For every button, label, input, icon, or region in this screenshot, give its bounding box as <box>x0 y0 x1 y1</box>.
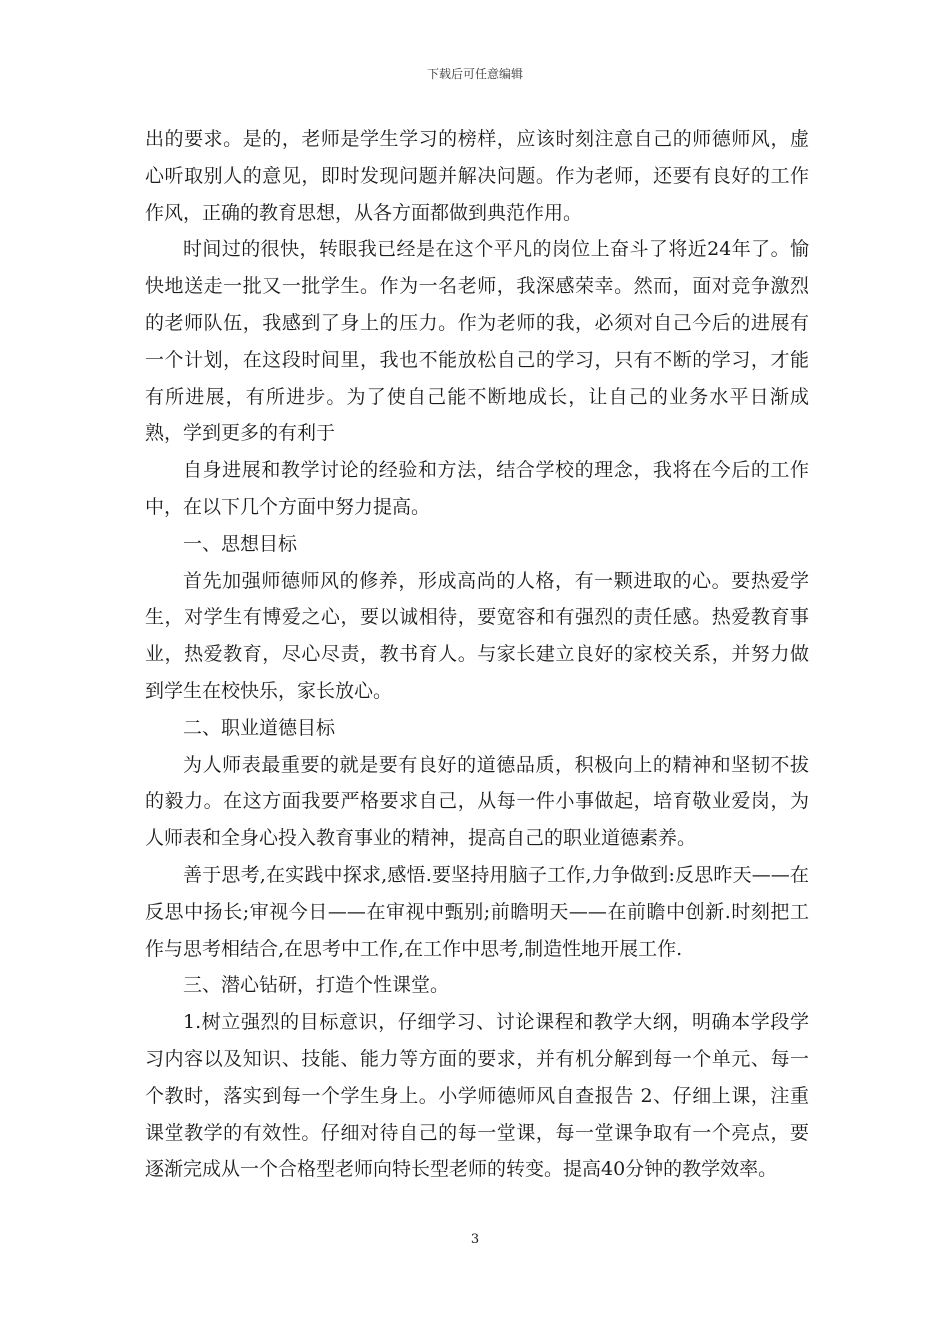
paragraph: 出的要求。是的，老师是学生学习的榜样，应该时刻注意自己的师德师风，虚心听取别人的意见，即时发现问题并解决问题。作为老师，还要有良好的工作作风，正确的教育思想，从各方面都做到典范作用。 <box>145 128 809 224</box>
paragraph: 自身进展和教学讨论的经验和方法，结合学校的理念，我将在今后的工作中，在以下几个方面中努力提高。 <box>145 459 809 518</box>
paragraph: 时间过的很快，转眼我已经是在这个平凡的岗位上奋斗了将近24年了。愉快地送走一批又一批学生。作为一名老师，我深感荣幸。然而，面对竞争激烈的老师队伍，我感到了身上的压力。作为老师的我，必须对自己今后的进展有一个计划，在这段时间里，我也不能放松自己的学习，只有不断的学习，才能有所进展，有所进步。为了使自己能不断地成长，让自己的业务水平日渐成熟，学到更多的有利于 <box>145 238 809 445</box>
paragraph: 为人师表最重要的就是要有良好的道德品质，积极向上的精神和坚韧不拔的毅力。在这方面我要严格要求自己，从每一件小事做起，培育敬业爱岗，为人师表和全身心投入教育事业的精神，提高自己的职业道德素养。 <box>145 753 809 850</box>
section-heading: 一、思想目标 <box>183 532 298 555</box>
document-body <box>145 121 809 1188</box>
section-heading: 三、潜心钻研，打造个性课堂。 <box>183 974 450 997</box>
page-header: 下载后可任意编辑 <box>426 67 523 81</box>
paragraph: 善于思考,在实践中探求,感悟.要坚持用脑子工作,力争做到:反思昨天——在反思中扬长;审视今日——在审视中甄别;前瞻明天——在前瞻中创新.时刻把工作与思考相结合,在思考中工作,在工作中思考,制造性地开展工作. <box>145 863 809 960</box>
paragraph: 首先加强师德师风的修养，形成高尚的人格，有一颗进取的心。要热爱学生，对学生有博爱之心，要以诚相待，要宽容和有强烈的责任感。热爱教育事业，热爱教育，尽心尽责，教书育人。与家长建立良好的家校关系，并努力做到学生在校快乐，家长放心。 <box>145 569 809 702</box>
section-heading: 二、职业道德目标 <box>183 716 336 739</box>
page-number: 3 <box>470 1232 480 1247</box>
paragraph: 1.树立强烈的目标意识，仔细学习、讨论课程和教学大纲，明确本学段学习内容以及知识、技能、能力等方面的要求，并有机分解到每一个单元、每一个教时，落实到每一个学生身上。小学师德师风自查报告 2、仔细上课，注重课堂教学的有效性。仔细对待自己的每一堂课，每一堂课争取有一个亮点，要逐渐完成从一个合格型老师向特长型老师的转变。提高40分钟的教学效率。 <box>145 1011 809 1181</box>
